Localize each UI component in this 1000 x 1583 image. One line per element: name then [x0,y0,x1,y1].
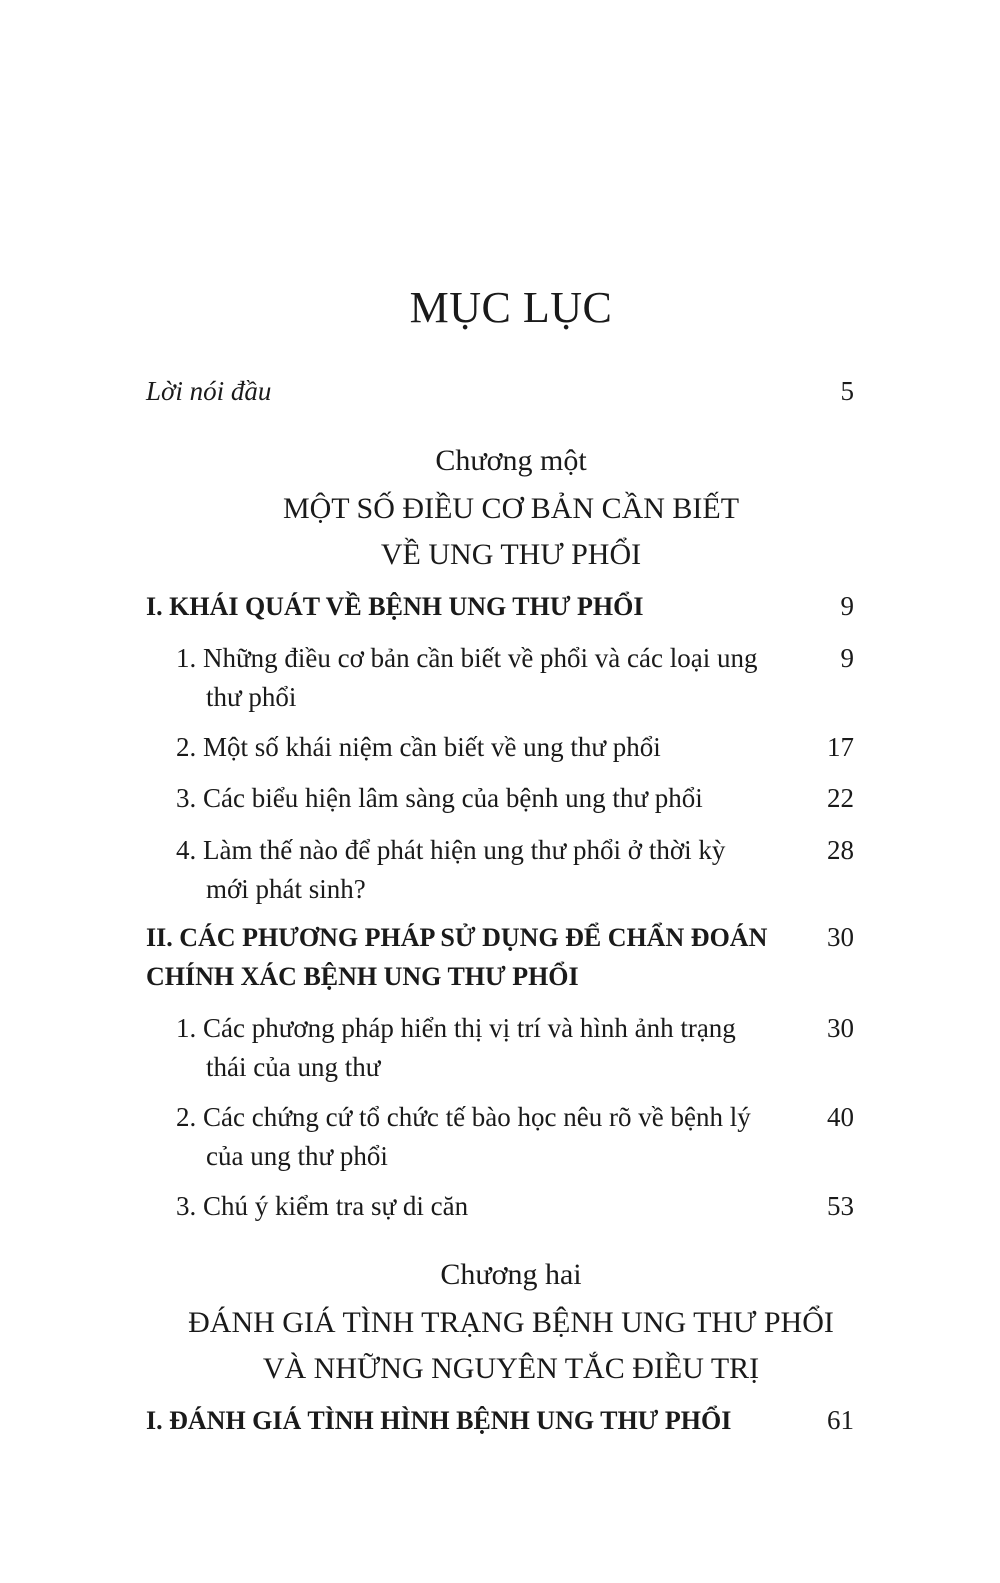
toc-entry-text: 1. Những điều cơ bản cần biết về phổi và các loại ung [176,643,758,673]
toc-entry-text: 3. Các biểu hiện lâm sàng của bệnh ung thư phổi [176,783,703,813]
toc-page-number: 5 [840,376,854,406]
toc-page-number: 61 [827,1405,854,1435]
toc-page-number: 17 [827,732,854,762]
toc-entry-text: 1. Các phương pháp hiển thị vị trí và hình ảnh trạng [176,1013,736,1043]
chapter-label: Chương một [435,444,587,477]
chapter-label: Chương hai [440,1258,582,1291]
toc-entry-text-continued: của ung thư phổi [206,1141,388,1171]
toc-entry-text: 2. Các chứng cứ tổ chức tế bào học nêu rõ về bệnh lý [176,1102,751,1132]
toc-section-entry [146,587,856,626]
toc-entry-text: I. KHÁI QUÁT VỀ BỆNH UNG THƯ PHỔI [146,592,644,621]
toc-page-number: 30 [827,922,854,952]
toc-subentry [146,831,856,909]
chapter-title-line: VỀ UNG THƯ PHỔI [380,538,642,571]
toc-entry-intro [146,372,856,411]
toc-page-number: 53 [827,1191,854,1221]
chapter-one-heading [0,438,1000,578]
toc-section-entry [146,1401,856,1440]
toc-entry-text-continued: thư phổi [206,682,297,712]
chapter-title-line: ĐÁNH GIÁ TÌNH TRẠNG BỆNH UNG THƯ PHỔI [188,1306,834,1339]
toc-page-number: 9 [840,643,854,673]
toc-page-number: 9 [840,591,854,621]
chapter-title-line: MỘT SỐ ĐIỀU CƠ BẢN CẦN BIẾT [282,492,740,525]
toc-section-entry [146,918,856,996]
toc-entry-text: I. ĐÁNH GIÁ TÌNH HÌNH BỆNH UNG THƯ PHỔI [146,1406,732,1435]
toc-subentry [146,639,856,717]
page-title: MỤC LỤC [409,283,613,332]
toc-subentry [146,1009,856,1087]
toc-page-number: 30 [827,1013,854,1043]
toc-entry-text-continued: thái của ung thư [206,1052,381,1082]
toc-subentry [146,1098,856,1176]
toc-entry-text: 2. Một số khái niệm cần biết về ung thư phổi [176,732,661,762]
toc-entry-text-continued: CHÍNH XÁC BỆNH UNG THƯ PHỔI [146,962,579,991]
toc-entry-text: 3. Chú ý kiểm tra sự di căn [176,1191,469,1221]
toc-entry-text: 4. Làm thế nào để phát hiện ung thư phổi ở thời kỳ [176,835,726,865]
toc-page-number: 22 [827,783,854,813]
toc-subentry [146,779,856,818]
toc-entry-text-continued: mới phát sinh? [206,874,366,904]
toc-page-number: 40 [827,1102,854,1132]
toc-entry-text: II. CÁC PHƯƠNG PHÁP SỬ DỤNG ĐỂ CHẨN ĐOÁN [146,923,768,952]
toc-subentry [146,1187,856,1226]
toc-entry-text: Lời nói đầu [146,376,272,406]
toc-subentry [146,728,856,767]
chapter-two-heading [0,1252,1000,1392]
chapter-title-line: VÀ NHỮNG NGUYÊN TẮC ĐIỀU TRỊ [262,1352,760,1385]
toc-page-number: 28 [827,835,854,865]
